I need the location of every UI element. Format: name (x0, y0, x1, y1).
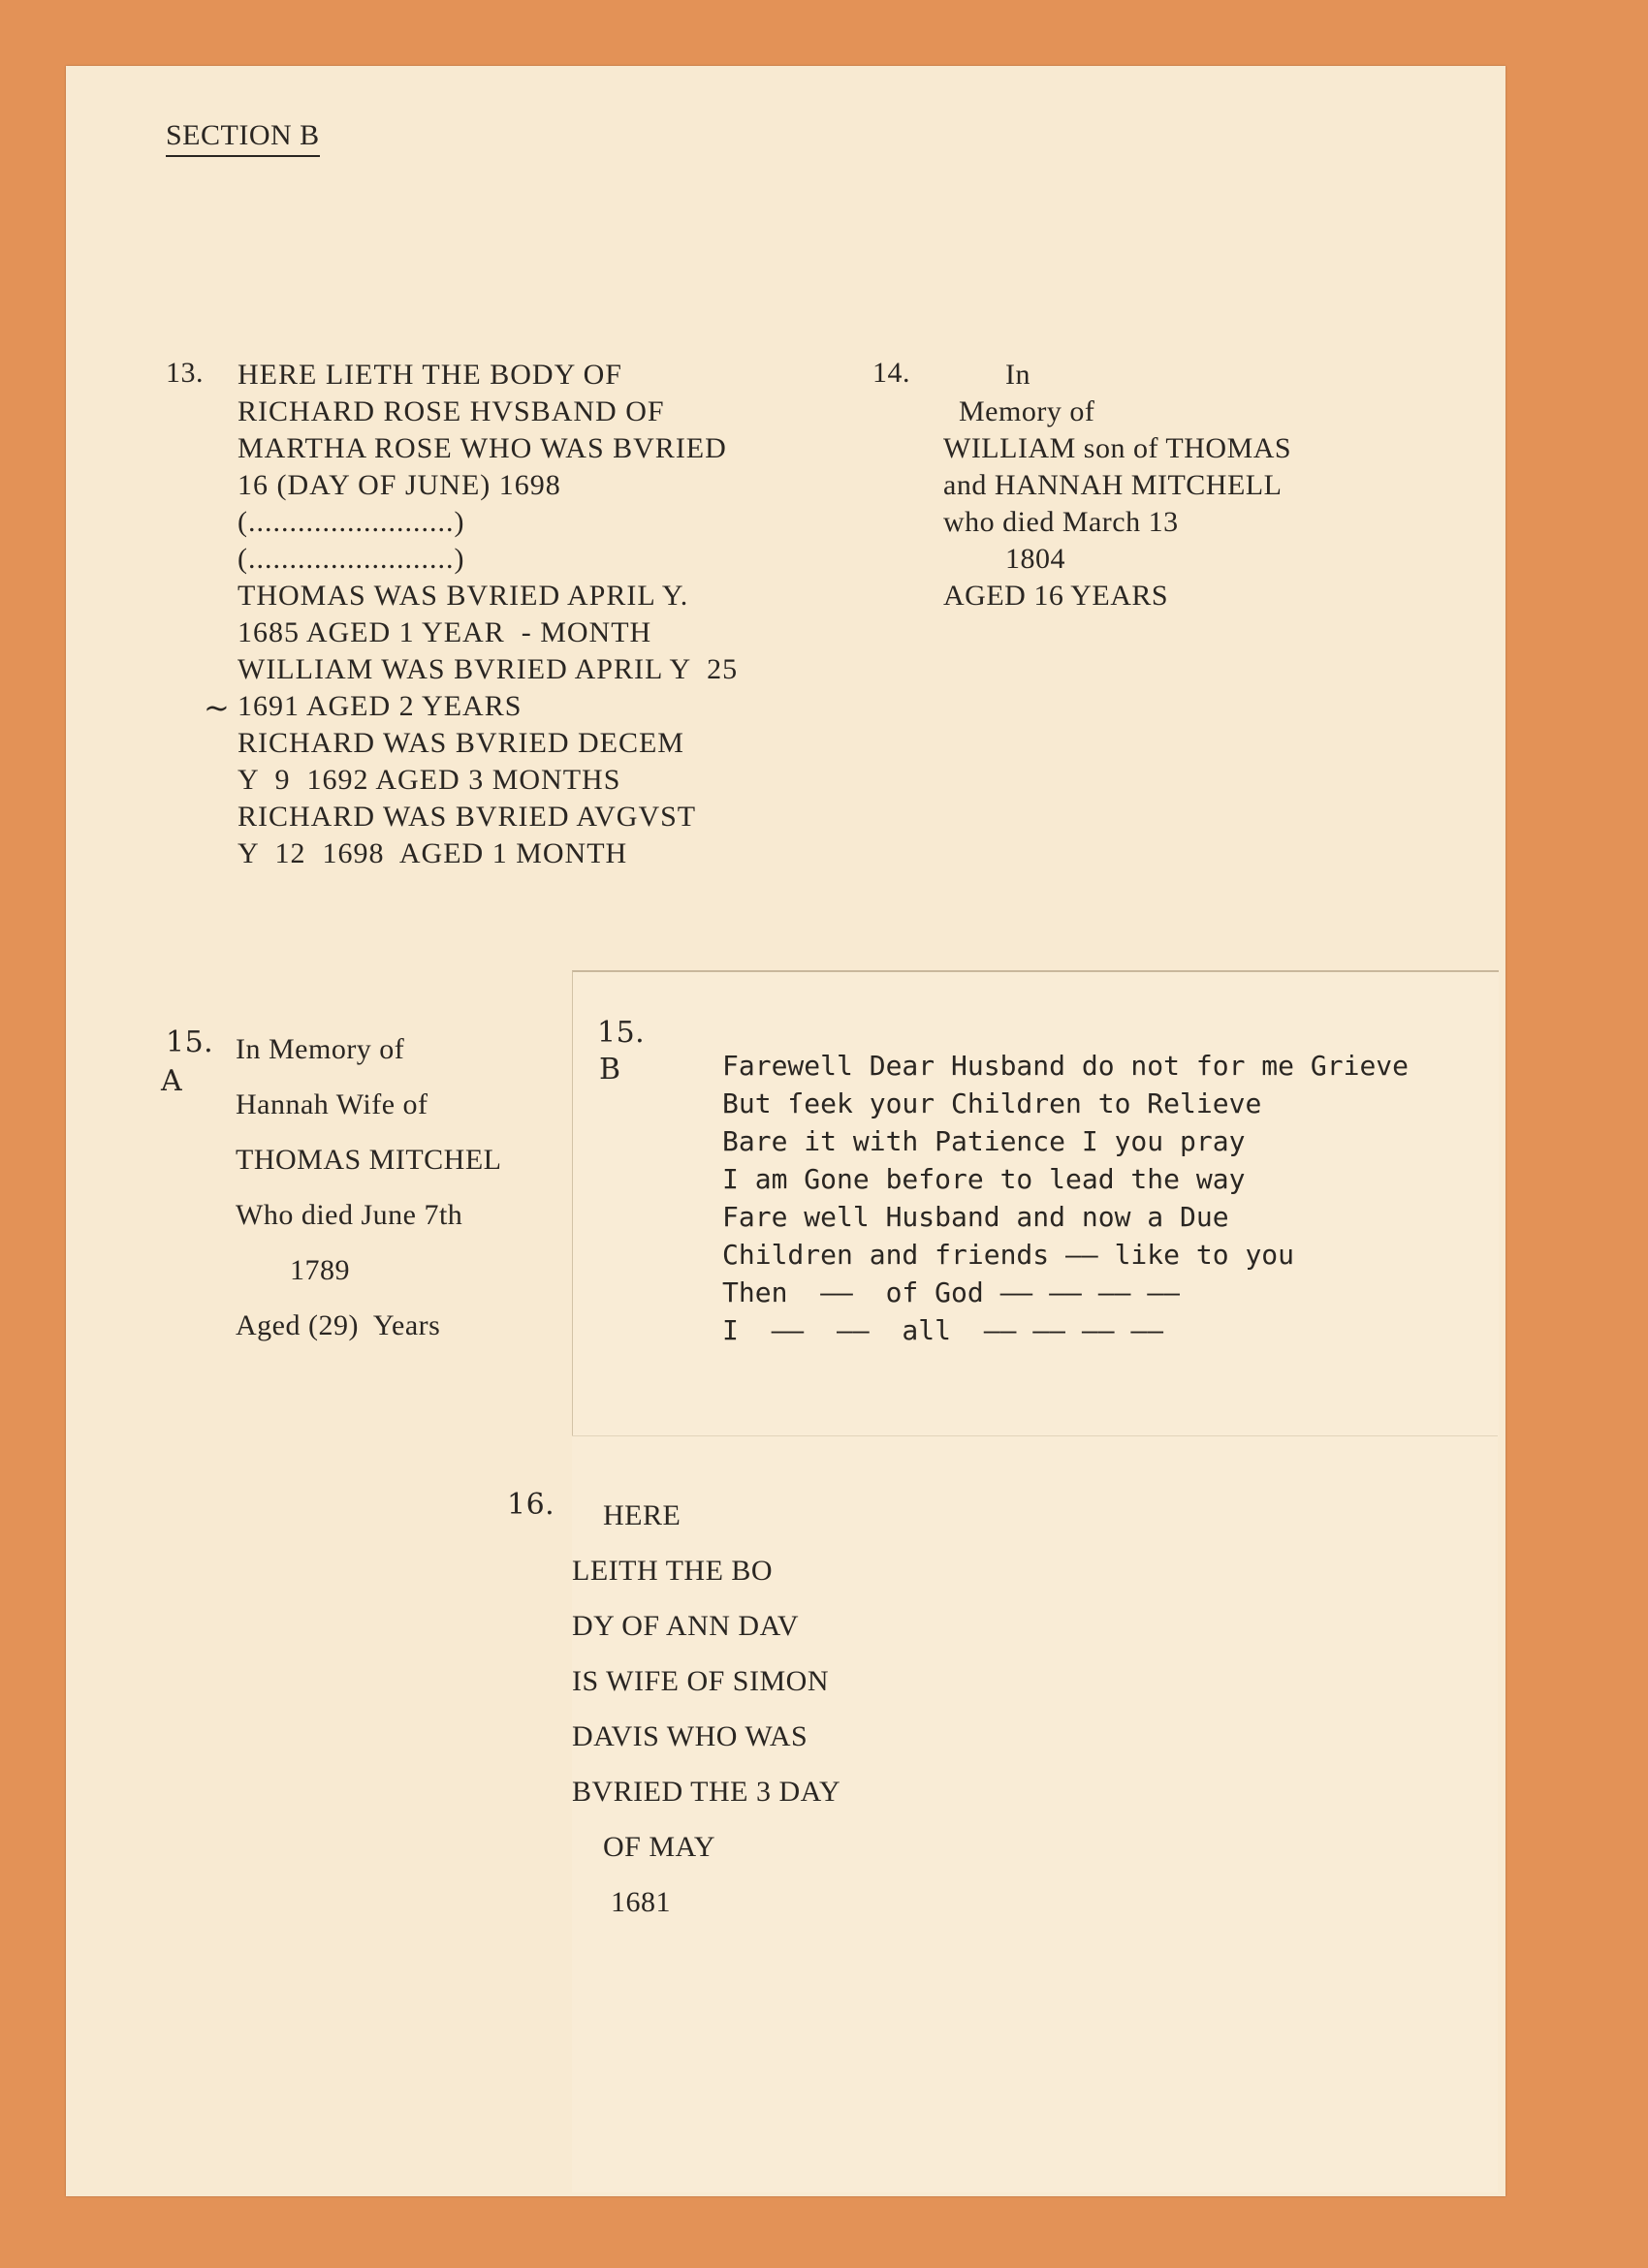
verse-line: I —— —— all —— —— —— —— (722, 1314, 1164, 1346)
verse-line: I am Gone before to lead the way (722, 1163, 1246, 1195)
verse-line: But ſeek your Children to Relieve (722, 1087, 1262, 1119)
entry-14-line: Memory of (943, 395, 1095, 427)
entry-16-line: 1681 (572, 1886, 671, 1918)
entry-15a-line: Who died June 7th (236, 1199, 463, 1231)
document-page (66, 66, 1505, 2196)
entry-15a-text (236, 1022, 502, 1353)
entry-15a-line: In Memory of (236, 1033, 405, 1065)
entry-14-text (943, 357, 1291, 614)
entry-14-line: WILLIAM son of THOMAS (943, 432, 1292, 464)
entry-15b-sub: B (599, 1053, 621, 1087)
entry-13-line: 1691 AGED 2 YEARS (238, 690, 523, 722)
entry-16-line: IS WIFE OF SIMON (572, 1665, 829, 1697)
entry-16-line: BVRIED THE 3 DAY (572, 1776, 841, 1808)
entry-16-line: DY OF ANN DAV (572, 1610, 800, 1642)
entry-15a-line: THOMAS MITCHEL (236, 1144, 502, 1176)
entry-15a-number: 15. (166, 1025, 214, 1059)
entry-13-line: (.........................) (238, 543, 465, 575)
entry-14-line: 1804 (943, 543, 1065, 575)
verse-line: Then —— of God —— —— —— —— (722, 1276, 1181, 1308)
entry-16-text (572, 1488, 840, 1930)
entry-13-line: RICHARD ROSE HVSBAND OF (238, 395, 665, 427)
section-title: SECTION B (166, 119, 320, 157)
entry-14-line: AGED 16 YEARS (943, 580, 1169, 612)
entry-13-line: 1685 AGED 1 YEAR - MONTH (238, 616, 652, 648)
entry-13-number: 13. (166, 357, 204, 389)
entry-14-line: and HANNAH MITCHELL (943, 469, 1283, 501)
verse-line: Bare it with Patience I you pray (722, 1125, 1246, 1157)
entry-15b-number: 15. (597, 1016, 646, 1050)
entry-13-line: RICHARD WAS BVRIED AVGVST (238, 801, 697, 833)
entry-15a-line: Hannah Wife of (236, 1088, 428, 1120)
verse-line: Fare well Husband and now a Due (722, 1201, 1229, 1233)
entry-15a-line: 1789 (236, 1254, 350, 1286)
entry-13-line: (.........................) (238, 506, 465, 538)
entry-13-line: Y 9 1692 AGED 3 MONTHS (238, 764, 621, 796)
entry-13-text (238, 357, 738, 872)
entry-13-line: Y 12 1698 AGED 1 MONTH (238, 837, 628, 869)
entry-15a-line: Aged (29) Years (236, 1309, 441, 1341)
entry-13-line: WILLIAM WAS BVRIED APRIL Y 25 (238, 653, 739, 685)
entry-16-line: HERE (572, 1499, 681, 1531)
verse-line: Farewell Dear Husband do not for me Grieve (722, 1050, 1410, 1082)
entry-14-line: who died March 13 (943, 506, 1179, 538)
entry-13-line: MARTHA ROSE WHO WAS BVRIED (238, 432, 727, 464)
entry-14-number: 14. (872, 357, 910, 389)
verse-line: Children and friends —— like to you (722, 1239, 1295, 1271)
entry-13-line: 16 (DAY OF JUNE) 1698 (238, 469, 561, 501)
entry-16-number: 16. (507, 1488, 555, 1522)
marginal-tilde-mark: ~ (204, 689, 230, 726)
entry-13-line: RICHARD WAS BVRIED DECEM (238, 727, 684, 759)
entry-13-line: THOMAS WAS BVRIED APRIL Y. (238, 580, 689, 612)
entry-16-line: OF MAY (572, 1831, 716, 1863)
entry-15b-verse (722, 1047, 1409, 1349)
entry-16-line: LEITH THE BO (572, 1555, 774, 1587)
entry-13-line: HERE LIETH THE BODY OF (238, 359, 622, 391)
entry-15a-sub: A (161, 1064, 183, 1098)
entry-14-line: In (943, 359, 1030, 391)
entry-16-line: DAVIS WHO WAS (572, 1720, 808, 1752)
